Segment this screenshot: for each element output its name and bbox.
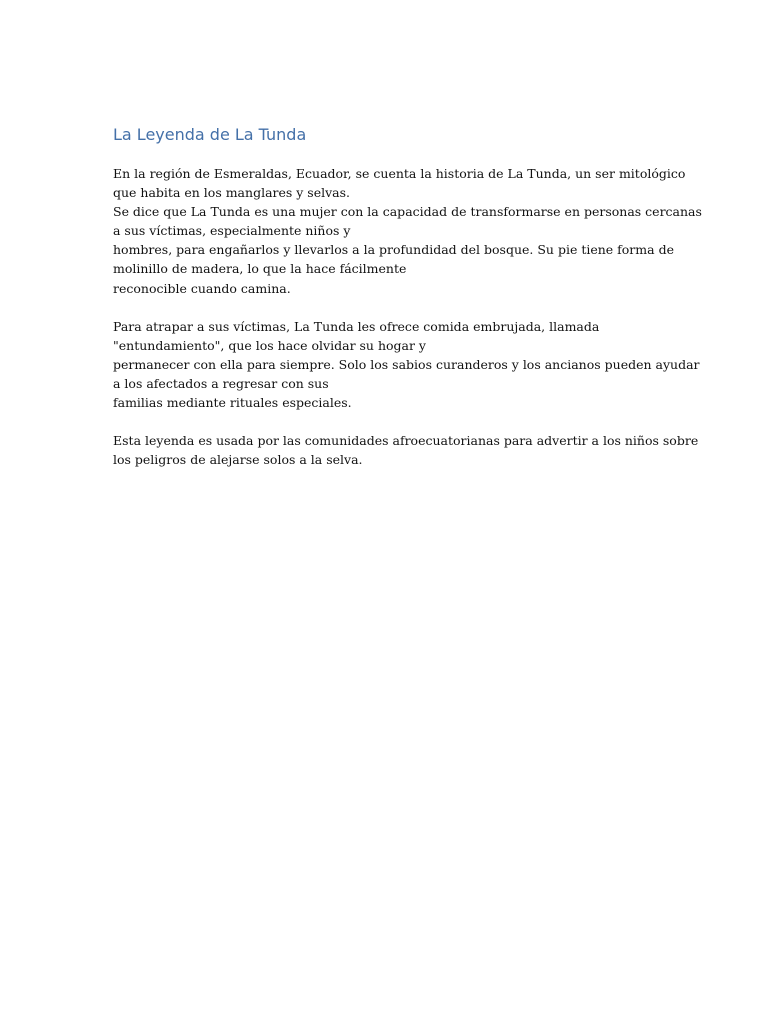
text-line: familias mediante rituales especiales. [113,395,352,411]
text-line: Esta leyenda es usada por las comunidades afroecuatorianas para advertir a los niños sobre [113,433,699,449]
text-line: En la región de Esmeraldas, Ecuador, se cuenta la historia de La Tunda, un ser mitológico [113,166,686,181]
text-line: a sus víctimas, especialmente niños y [113,223,351,239]
document-body [113,124,702,488]
text-line: reconocible cuando camina. [113,280,291,296]
text-line: a los afectados a regresar con sus [113,375,329,391]
text-line: los peligros de alejarse solos a la selva. [113,452,363,468]
paragraph-3 [113,431,699,469]
text-line: "entundamiento", que los hace olvidar su hogar y [113,337,426,353]
text-line: hombres, para engañarlos y llevarlos a la profundidad del bosque. Su pie tiene forma de [113,242,674,258]
text-line: Para atrapar a sus víctimas, La Tunda les ofrece comida embrujada, llamada [113,318,600,334]
text-line: molinillo de madera, lo que la hace fácilmente [113,261,407,277]
paragraph-2 [113,317,700,412]
paragraph-1 [113,164,702,298]
text-line: Se dice que La Tunda es una mujer con la capacidad de transformarse en personas cercanas [113,204,702,220]
text-line: permanecer con ella para siempre. Solo los sabios curanderos y los ancianos pueden ayudar [113,356,700,372]
text-line: que habita en los manglares y selvas. [113,185,351,201]
document-title: La Leyenda de La Tunda [113,125,307,144]
